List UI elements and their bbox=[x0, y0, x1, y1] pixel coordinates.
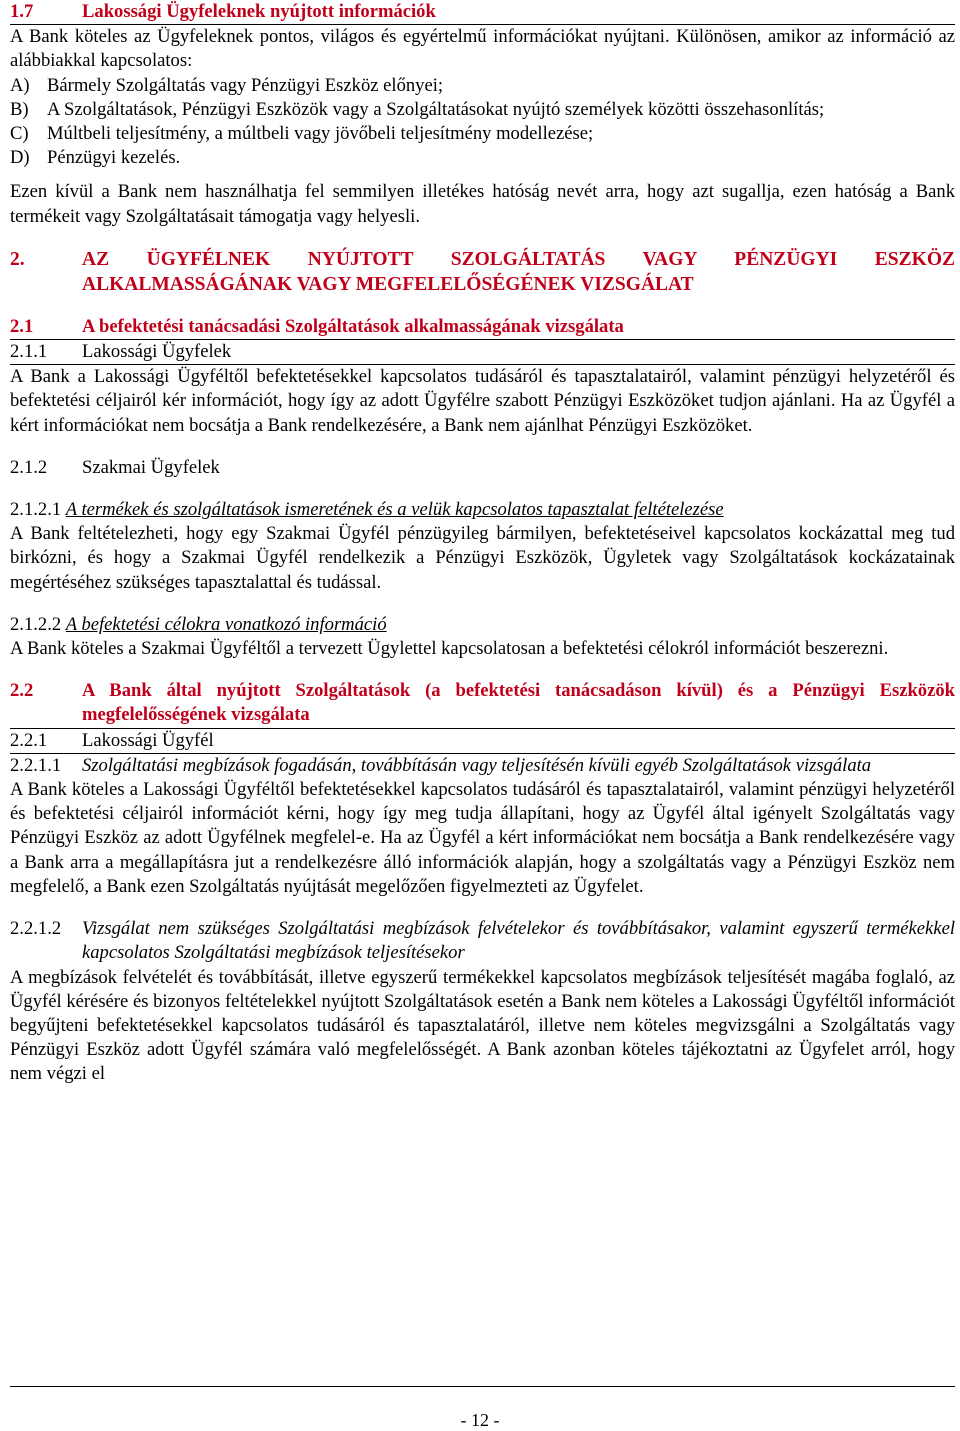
section-heading-2 bbox=[10, 247, 955, 297]
list-item-label: A) bbox=[10, 74, 30, 96]
section-heading-2-1-2 bbox=[10, 456, 955, 480]
section-number: 2.2.1.2 bbox=[10, 918, 62, 940]
document-page bbox=[10, 0, 955, 1087]
section-number: 2.1.2 bbox=[10, 456, 48, 478]
paragraph: A megbízások felvételét és továbbítását, illetve egyszerű termékekkel kapcsolatos megbízások teljesítését magába foglaló, az Ügyfél kérésére és bizonyos feltételekkel nyújtott Szolgáltatások esetén a Bank nem köteles a Lakossági Ügyféltől információt begyűjteni befektetésekkel kapcsolatos tudásáról és tapasztalatáról, illetve nem köteles megvizsgálni a Szolgáltatás vagy Pénzügyi Eszköz adott Ügyfél számára való megfelelősségét. A Bank azonban köteles tájékoztatni az Ügyfelet arról, hogy nem végzi el bbox=[10, 966, 955, 1085]
list-item-label: D) bbox=[10, 147, 30, 169]
section-heading-1-7 bbox=[10, 0, 955, 25]
section-title: Lakossági Ügyfél bbox=[82, 729, 214, 751]
paragraph: A Bank a Lakossági Ügyféltől befektetésekkel kapcsolatos tudásáról és tapasztalatairól, valamint pénzügyi helyzetéről és befektetési céljairól kér információt, hogy így az adott Ügyfélre szabott Pénzügyi Eszközöket tudjon ajánlani. Ha az Ügyfél a kért információkat nem bocsátja a Bank rendelkezésére, a Bank nem ajánlhat Pénzügyi Eszközöket. bbox=[10, 366, 955, 436]
footer-rule bbox=[10, 1386, 955, 1387]
paragraph: A Bank feltételezheti, hogy egy Szakmai Ügyfél pénzügyileg bármilyen, befektetéseivel kapcsolatos kockázattal meg tud birkózni, és hogy a Szakmai Ügyfél rendelkezik a Pénzügyi Eszközök, Ügyletek vagy Szolgáltatások kockázatainak megértéséhez szükséges tapasztalattal és tudással. bbox=[10, 523, 955, 593]
section-title: A befektetési tanácsadási Szolgáltatások alkalmasságának vizsgálata bbox=[82, 315, 624, 337]
section-number: 2.1 bbox=[10, 315, 34, 337]
list-item-label: C) bbox=[10, 123, 29, 145]
page-number: - 12 - bbox=[460, 1410, 500, 1430]
section-heading-2-1-2-2 bbox=[10, 613, 955, 637]
section-title: Lakossági Ügyfeleknek nyújtott információk bbox=[82, 1, 436, 22]
section-title: A befektetési célokra vonatkozó információ bbox=[65, 613, 387, 635]
section-number: 2. bbox=[10, 248, 25, 270]
section-title: A termékek és szolgáltatások ismeretének és a velük kapcsolatos tapasztalat feltételezése bbox=[65, 499, 724, 521]
section-title: Lakossági Ügyfelek bbox=[82, 341, 232, 363]
paragraph: A Bank köteles az Ügyfeleknek pontos, világos és egyértelmű információkat nyújtani. Különösen, amikor az információ az alábbiakkal kapcsolatos: bbox=[10, 26, 955, 72]
section-heading-2-2-1-2 bbox=[10, 917, 955, 965]
section-heading-2-1-2-1 bbox=[10, 498, 955, 522]
paragraph: Ezen kívül a Bank nem használhatja fel semmilyen illetékes hatóság nevét arra, hogy azt sugallja, ezen hatóság a Bank termékeit vagy Szolgáltatásait támogatja vagy helyesli. bbox=[10, 181, 955, 227]
section-number: 1.7 bbox=[10, 1, 34, 22]
list-item bbox=[10, 74, 955, 98]
section-number: 2.2.1 bbox=[10, 729, 48, 751]
section-title: Vizsgálat nem szükséges Szolgáltatási megbízások felvételekor és továbbításakor, valamint egyszerű termékekkel kapcsolatos Szolgáltatási megbízások teljesítésekor bbox=[82, 918, 955, 964]
section-heading-2-1 bbox=[10, 315, 955, 340]
list-item-label: B) bbox=[10, 98, 29, 120]
list-item-text: A Szolgáltatások, Pénzügyi Eszközök vagy a Szolgáltatásokat nyújtó személyek közötti összehasonlítás; bbox=[47, 98, 825, 120]
section-title: Szakmai Ügyfelek bbox=[82, 456, 220, 478]
list-item-text: Pénzügyi kezelés. bbox=[47, 147, 181, 169]
section-number: 2.1.2.2 bbox=[10, 613, 62, 635]
section-heading-2-1-1 bbox=[10, 340, 955, 365]
section-title: Szolgáltatási megbízások fogadásán, továbbításán vagy teljesítésén kívüli egyéb Szolgáltatások vizsgálata bbox=[82, 754, 872, 776]
section-number: 2.2 bbox=[10, 680, 34, 702]
list-item bbox=[10, 98, 955, 122]
section-number: 2.2.1.1 bbox=[10, 754, 62, 776]
paragraph: A Bank köteles a Szakmai Ügyféltől a tervezett Ügylettel kapcsolatosan a befektetési célokról információt beszerezni. bbox=[10, 638, 889, 660]
section-title: AZ ÜGYFÉLNEK NYÚJTOTT SZOLGÁLTATÁS VAGY PÉNZÜGYI ESZKÖZ ALKALMASSÁGÁNAK VAGY MEGFELELŐSÉGÉNEK VIZSGÁLAT bbox=[82, 248, 955, 295]
list bbox=[10, 74, 955, 171]
section-title: A Bank által nyújtott Szolgáltatások (a befektetési tanácsadáson kívül) és a Pénzügyi Eszközök megfelelősségének vizsgálata bbox=[82, 680, 955, 726]
list-item bbox=[10, 146, 955, 170]
paragraph: A Bank köteles a Lakossági Ügyféltől befektetésekkel kapcsolatos tudásáról és tapasztalatairól, valamint pénzügyi helyzetéről és befektetési céljairól információt kérni, hogy így meg tudja állapítani, hogy az Ügyfél által igényelt Szolgáltatás vagy Pénzügyi Eszköz az adott Ügyfélnek megfelel-e. Ha az Ügyfél a kért információkat nem bocsátja a Bank rendelkezésére vagy a Bank arra a megállapításra jut a rendelkezésre álló információk alapján, hogy a szolgáltatás vagy a Pénzügyi Eszköz nem megfelelő, a Bank ezen Szolgáltatás nyújtását megelőzően figyelmezteti az Ügyfelet. bbox=[10, 779, 955, 897]
section-heading-2-2-1 bbox=[10, 729, 955, 754]
section-number: 2.1.2.1 bbox=[10, 499, 62, 521]
list-item-text: Múltbeli teljesítmény, a múltbeli vagy jövőbeli teljesítmény modellezése; bbox=[47, 123, 594, 145]
list-item-text: Bármely Szolgáltatás vagy Pénzügyi Eszköz előnyei; bbox=[47, 74, 444, 96]
section-heading-2-2 bbox=[10, 679, 955, 728]
section-number: 2.1.1 bbox=[10, 341, 48, 363]
list-item bbox=[10, 122, 955, 146]
section-heading-2-2-1-1 bbox=[10, 754, 955, 778]
